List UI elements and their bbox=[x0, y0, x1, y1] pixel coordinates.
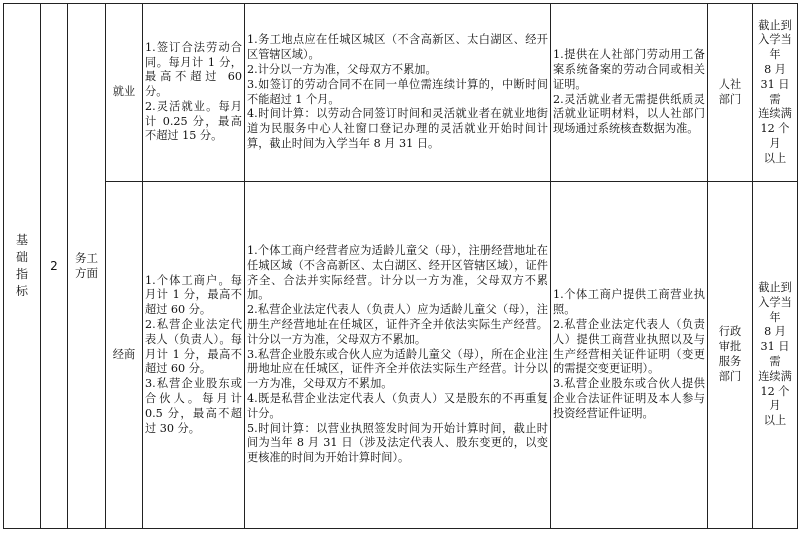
material-item: 2.私营企业法定代表人（负责人）提供工商营业执照以及与生产经营相关证件证明（变更的需提交变更证明）。 bbox=[553, 318, 705, 376]
conditions-cell-employment bbox=[245, 4, 551, 182]
table-row-employment bbox=[4, 4, 798, 182]
condition-item: 2.计分以一方为准，父母双方不累加。 bbox=[247, 62, 437, 76]
score-item: 1.签订合法劳动合同。每月计 1 分，最高不超过 60 分。 bbox=[145, 40, 242, 99]
material-item: 3.私营企业股东或合伙人提供企业合法证件证明及本人参与投资经营证件证明。 bbox=[553, 377, 705, 420]
deadline-cell-business: 截止到 入学当年 8 月 31 日需 连续满 12 个月 以上 bbox=[753, 182, 798, 529]
score-cell-business bbox=[143, 182, 245, 529]
condition-item: 2.私营企业法定代表人（负责人）应为适龄儿童父（母），注册生产经营地址在任城区，证件齐全并依法实际生产经营。计分以一方为准，父母双方不累加。 bbox=[247, 303, 548, 346]
category-cell: 基 础 指 标 bbox=[4, 4, 41, 529]
condition-item: 3.私营企业股东或合伙人应为适龄儿童父（母），所在企业注册地址应在任城区，证件齐全并依法实际生产经营。计分以一方为准，父母双方不累加。 bbox=[247, 347, 548, 391]
index-cell: 2 bbox=[41, 4, 68, 529]
condition-item: 1.务工地点应在任城区城区（不含高新区、太白湖区、经开区管辖区域）。 bbox=[247, 33, 548, 62]
score-cell-employment bbox=[143, 4, 245, 182]
score-item: 3.私营企业股东或合伙人。每月计 0.5 分，最高不超过 30 分。 bbox=[145, 377, 242, 435]
score-item: 1.个体工商户。每月计 1 分，最高不超过 60 分。 bbox=[145, 273, 242, 317]
score-item: 2.灵活就业。每月计 0.25 分，最高不超过 15 分。 bbox=[145, 99, 242, 143]
materials-cell-business bbox=[551, 182, 708, 529]
condition-item: 4.时间计算：以劳动合同签订时间和灵活就业者在就业地街道为民服务中心人社窗口登记办理的灵活就业开始时间计算，截止时间为入学当年 8 月 31 日。 bbox=[247, 107, 548, 150]
dept-cell-employment: 人社 部门 bbox=[708, 4, 753, 182]
condition-item: 3.如签订的劳动合同不在同一单位需连续计算的，中断时间不能超过 1 个月。 bbox=[247, 77, 548, 106]
section-cell: 务工 方面 bbox=[68, 4, 106, 529]
table-row-business bbox=[4, 182, 798, 529]
conditions-cell-business bbox=[245, 182, 551, 529]
material-item: 2.灵活就业者无需提供纸质灵活就业证明材料，以人社部门现场通过系统核查数据为准。 bbox=[553, 92, 705, 136]
condition-item: 1.个体工商户经营者应为适龄儿童父（母），注册经营地址在任城区域（不含高新区、太白湖区、经开区管辖区域），证件齐全、合法并实际经营。计分以一方为准，父母双方不累加。 bbox=[247, 244, 548, 302]
type-cell-business: 经商 bbox=[106, 182, 143, 529]
policy-table bbox=[3, 3, 798, 529]
condition-item: 4.既是私营企业法定代表人（负责人）又是股东的不再重复计分。 bbox=[247, 391, 548, 420]
condition-item: 5.时间计算：以营业执照签发时间为开始计算时间，截止时间为当年 8 月 31 日（涉及法定代表人、股东变更的，以变更核准的时间为开始计算时间）。 bbox=[247, 421, 548, 465]
dept-cell-business: 行政 审批 服务 部门 bbox=[708, 182, 753, 529]
material-item: 1.提供在人社部门劳动用工备案系统备案的劳动合同或相关证明。 bbox=[553, 48, 705, 91]
material-item: 1.个体工商户提供工商营业执照。 bbox=[553, 288, 705, 317]
deadline-cell-employment: 截止到 入学当年 8 月 31 日需 连续满 12 个月 以上 bbox=[753, 4, 798, 182]
score-item: 2.私营企业法定代表人（负责人）。每月计 1 分，最高不超过 60 分。 bbox=[145, 318, 242, 376]
type-cell-employment: 就业 bbox=[106, 4, 143, 182]
materials-cell-employment bbox=[551, 4, 708, 182]
